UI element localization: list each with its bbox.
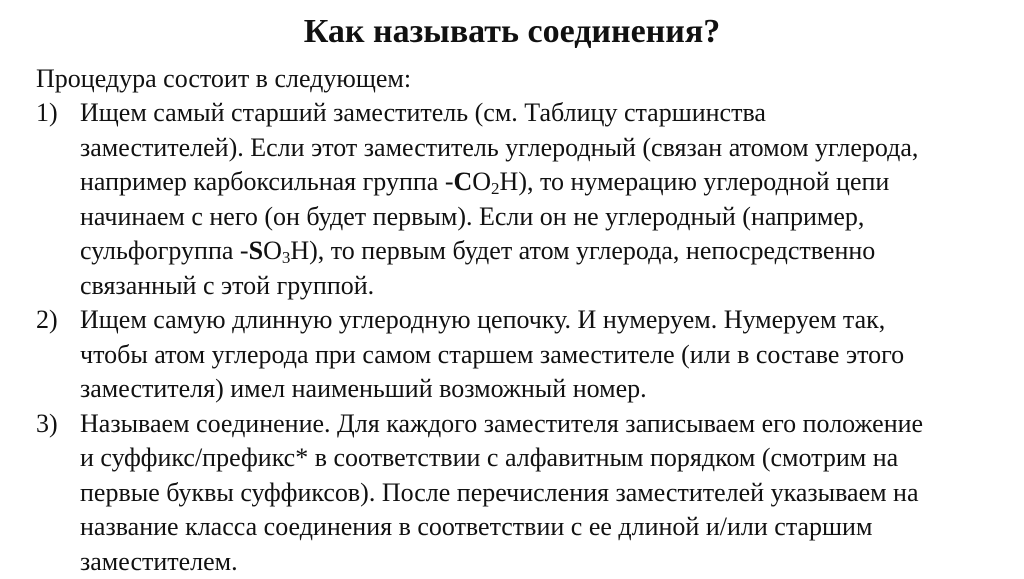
formula-atom: H	[500, 167, 519, 196]
formula-atom: O	[472, 167, 491, 196]
step-text-line	[80, 234, 1016, 269]
formula-atom: C	[453, 167, 472, 196]
step-1	[36, 96, 1016, 303]
step-text-line: первые буквы суффиксов). После перечисления заместителей указываем на	[80, 476, 1016, 511]
step-text-line: Ищем самый старший заместитель (см. Таблицу старшинства	[80, 96, 1016, 131]
step-number: 1)	[36, 96, 58, 131]
step-number: 2)	[36, 303, 58, 338]
step-text-fragment: ), то первым будет атом углерода, непосредственно	[309, 236, 875, 265]
formula-subscript: 3	[282, 248, 291, 267]
step-3	[36, 407, 1016, 579]
step-2	[36, 303, 1016, 407]
step-text-line: чтобы атом углерода при самом старшем заместителе (или в составе этого	[80, 338, 1016, 373]
step-text-line: начинаем с него (он будет первым). Если он не углеродный (например,	[80, 200, 1016, 235]
formula-carboxyl	[453, 167, 518, 196]
step-text-line: заместителей). Если этот заместитель углеродный (связан атомом углерода,	[80, 131, 1016, 166]
step-number: 3)	[36, 407, 58, 442]
steps-list	[36, 96, 1016, 579]
step-text-line: заместителем.	[80, 545, 1016, 579]
step-text-fragment: сульфогруппа -	[80, 236, 249, 265]
intro-text: Процедура состоит в следующем:	[36, 62, 411, 96]
step-text-line: название класса соединения в соответствии с ее длиной и/или старшим	[80, 510, 1016, 545]
step-text-line: заместителя) имел наименьший возможный номер.	[80, 372, 1016, 407]
formula-atom: S	[249, 236, 263, 265]
formula-atom: O	[263, 236, 282, 265]
step-text-line: Ищем самую длинную углеродную цепочку. И нумеруем. Нумеруем так,	[80, 303, 1016, 338]
step-text-line	[80, 165, 1016, 200]
step-text-line: Называем соединение. Для каждого заместителя записываем его положение	[80, 407, 1016, 442]
page-title: Как называть соединения?	[0, 10, 1024, 54]
step-text-line: связанный с этой группой.	[80, 269, 1016, 304]
step-text-fragment: ), то нумерацию углеродной цепи	[518, 167, 889, 196]
step-text-fragment: например карбоксильная группа -	[80, 167, 453, 196]
step-text-line: и суффикс/префикс* в соответствии с алфавитным порядком (смотрим на	[80, 441, 1016, 476]
formula-sulfo	[249, 236, 310, 265]
formula-atom: H	[290, 236, 309, 265]
formula-subscript: 2	[491, 179, 500, 198]
